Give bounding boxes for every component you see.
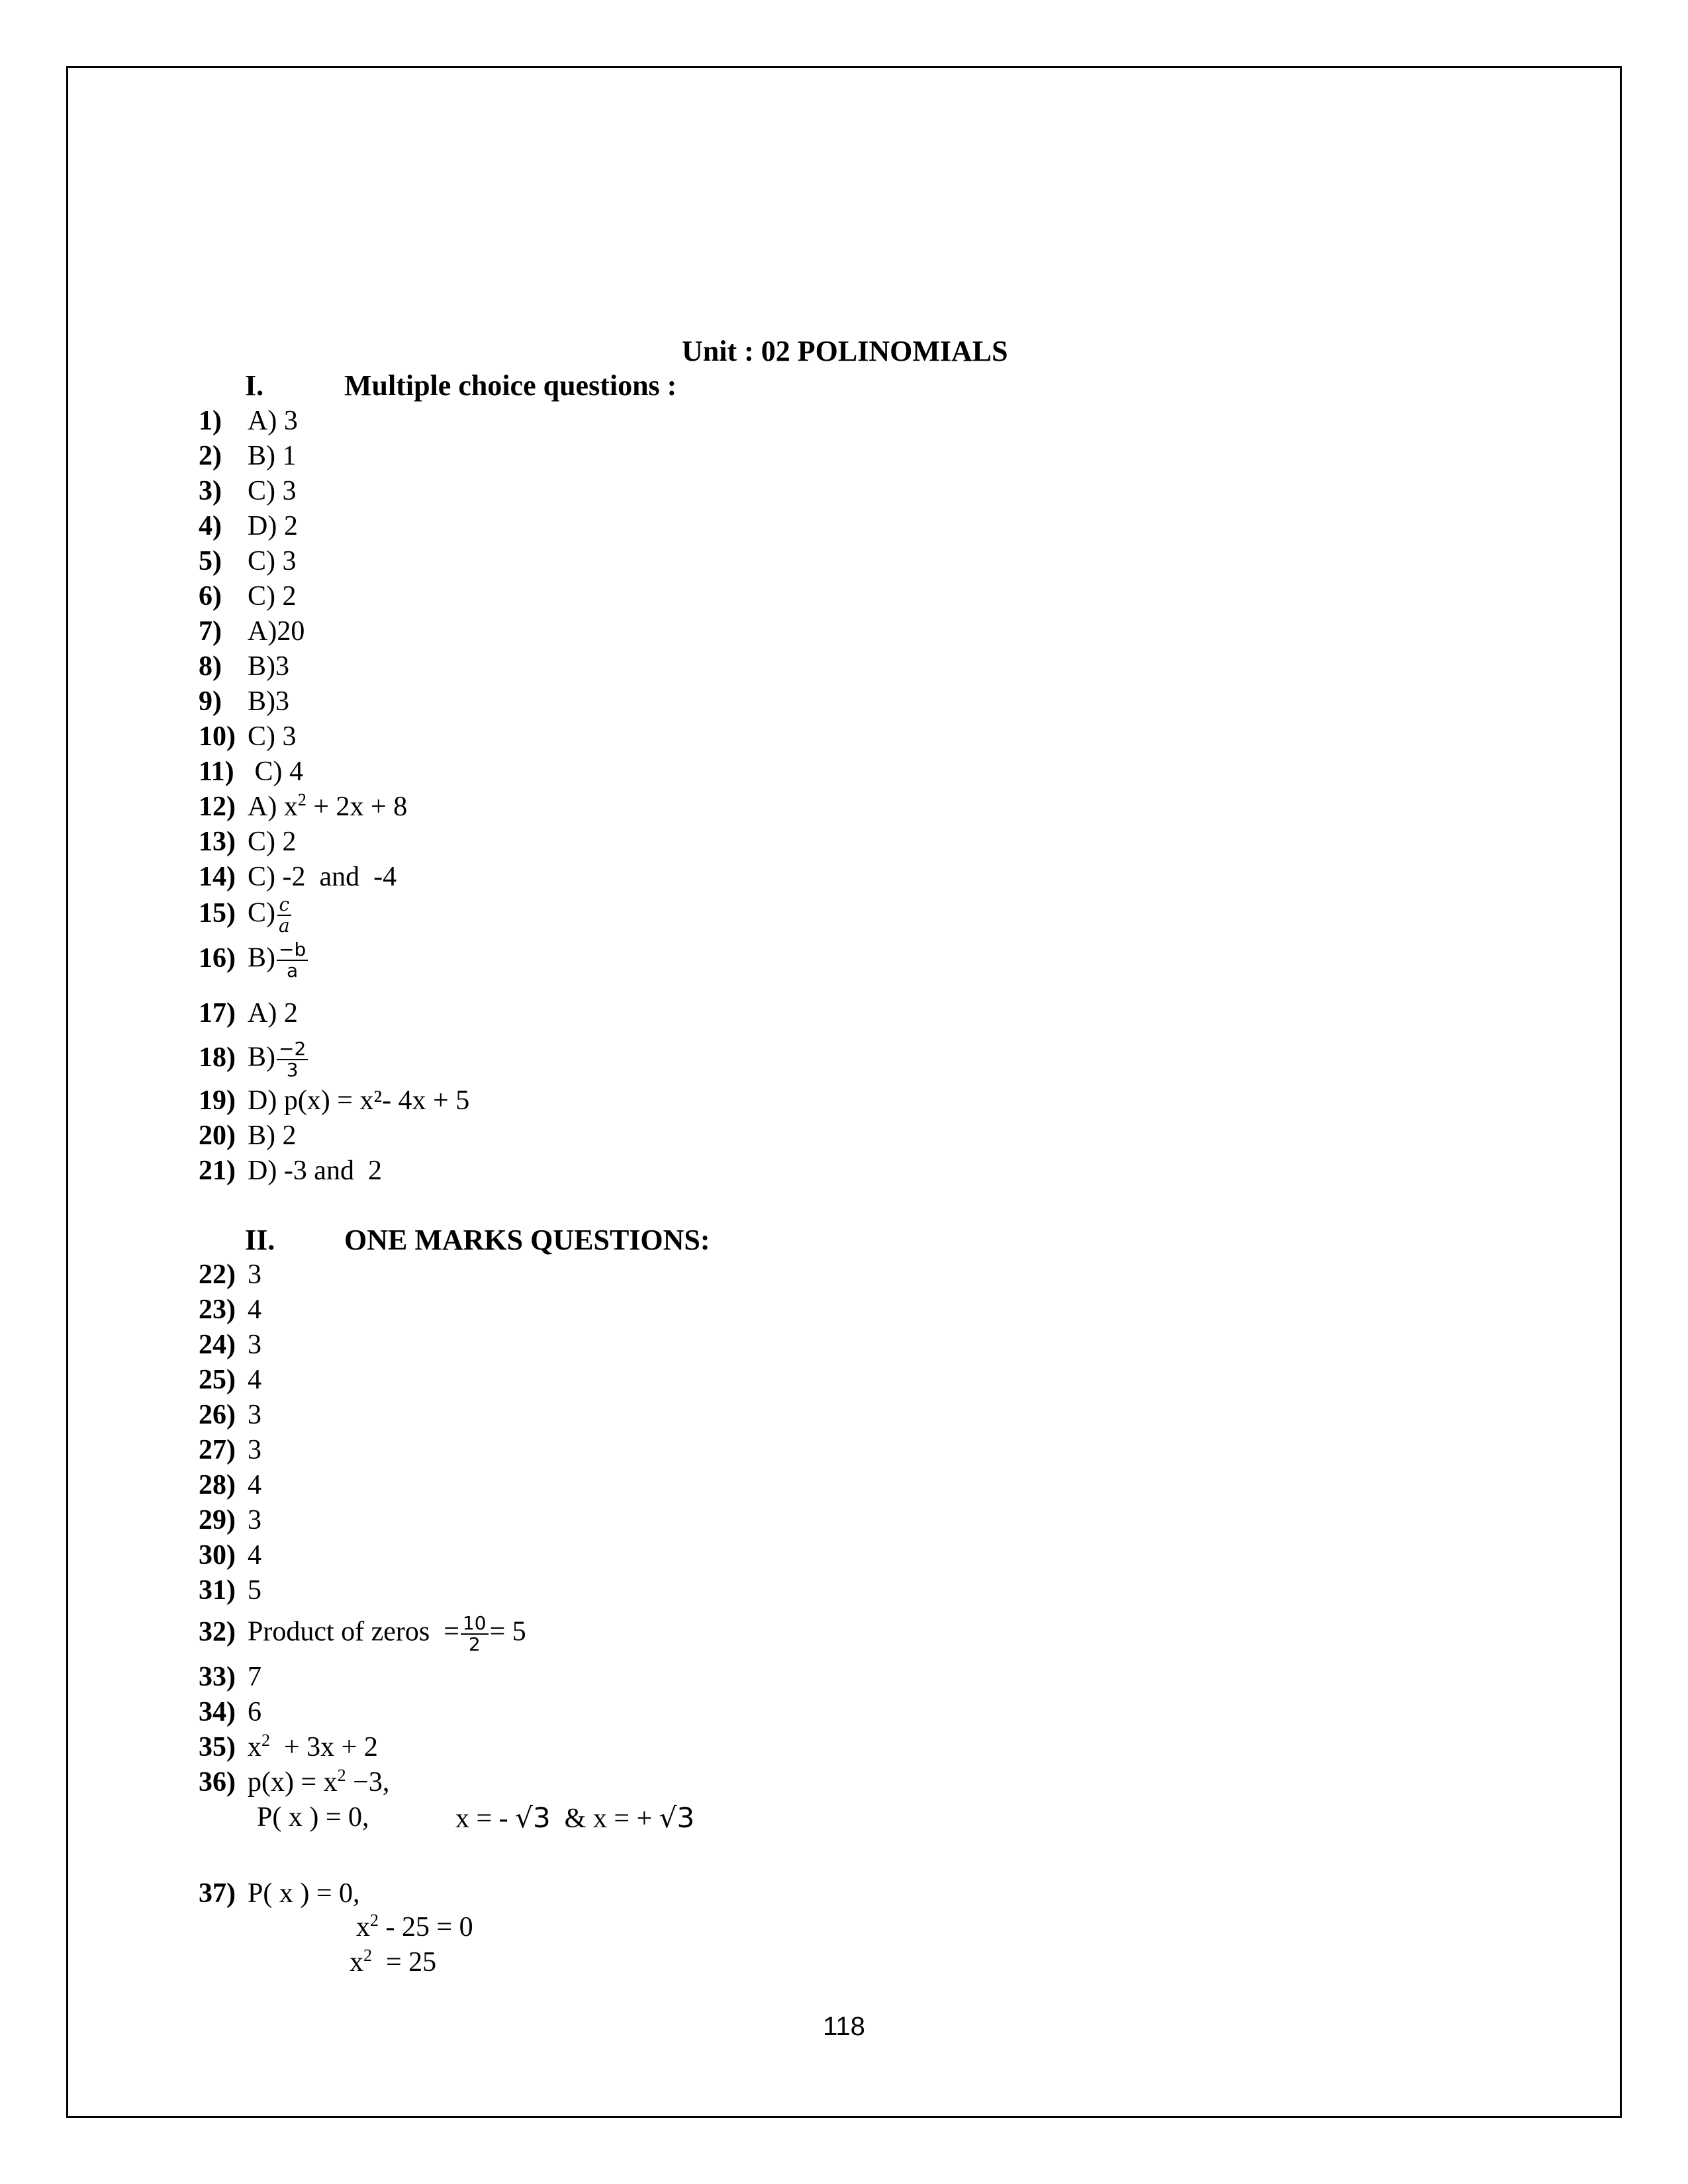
answer-item: 11) C) 4	[199, 756, 303, 787]
answer-item: 19) D) p(x) = x²- 4x + 5	[199, 1085, 470, 1116]
answer-item: 22) 3	[199, 1259, 261, 1290]
fraction: $\frac{-b}{a}$	[277, 940, 308, 981]
answer-continuation: $x^2 - 25 = 0$	[356, 1911, 473, 1942]
answer-item: 20) B) 2	[199, 1120, 297, 1151]
answer-item: 12) A) $x^2 + 2x + 8$	[199, 790, 408, 822]
answer-item: 18) B) $\frac{-2}{3}$	[199, 1039, 309, 1080]
answer-item: 33) 7	[199, 1662, 261, 1692]
answer-item: 26) 3	[199, 1400, 261, 1430]
answer-continuation: x = - √3 & x = + √3	[455, 1801, 695, 1834]
answer-item: 28) 4	[199, 1470, 261, 1500]
answer-item: 14) C) -2 and -4	[199, 862, 397, 892]
answer-item: 6) C) 2	[199, 581, 297, 612]
fraction: $\frac{10}{2}$	[461, 1614, 489, 1655]
answer-item: 31) 5	[199, 1575, 261, 1606]
answer-item: 37) P( x ) = 0,	[199, 1878, 360, 1909]
answer-item: 17) A) 2	[199, 998, 298, 1028]
answer-item: 30) 4	[199, 1540, 261, 1570]
answer-item: 4) D) 2	[199, 511, 298, 541]
answer-item: 16) B) $\frac{-b}{a}$	[199, 940, 309, 981]
answer-item: 29) 3	[199, 1505, 261, 1535]
answer-item: 5) C) 3	[199, 546, 297, 576]
answer-item: 36) $p(x) = x^2 -3$,	[199, 1766, 390, 1797]
answer-item: 24) 3	[199, 1330, 261, 1360]
answer-continuation: P( x ) = 0,	[257, 1802, 369, 1833]
answer-item: 7) A)20	[199, 616, 305, 647]
section-number: I.	[245, 369, 264, 402]
section-title: Multiple choice questions :	[344, 369, 677, 402]
answer-item: 9) B)3	[199, 686, 289, 717]
page-title: Unit : 02 POLINOMIALS	[682, 335, 1008, 367]
answer-item: 1) A) 3	[199, 406, 298, 436]
answer-item: 27) 3	[199, 1435, 261, 1465]
answer-item: 25) 4	[199, 1365, 261, 1395]
answer-item: 35) $x^2 + 3x + 2$	[199, 1731, 378, 1762]
section-number: II.	[245, 1224, 275, 1256]
answer-item: 15) C) $\frac{c}{a}$	[199, 895, 293, 936]
answer-item: 3) C) 3	[199, 476, 297, 506]
answer-item: 34) 6	[199, 1697, 261, 1727]
answer-item: 2) B) 1	[199, 441, 297, 471]
answer-item: 23) 4	[199, 1295, 261, 1325]
section-title: ONE MARKS QUESTIONS:	[344, 1224, 710, 1256]
page-number: 118	[823, 2012, 865, 2041]
answer-item: 10) C) 3	[199, 721, 297, 752]
fraction: $\frac{c}{a}$	[277, 895, 292, 936]
answer-item: 21) D) -3 and 2	[199, 1156, 382, 1186]
answer-continuation: $x^2 = 25$	[350, 1946, 437, 1978]
answer-item: 13) C) 2	[199, 827, 297, 857]
fraction: $\frac{-2}{3}$	[277, 1039, 308, 1080]
answer-item: 8) B)3	[199, 651, 289, 682]
answer-item: 32) Product of zeros = $\frac{10}{2}$ = 5	[199, 1612, 526, 1655]
